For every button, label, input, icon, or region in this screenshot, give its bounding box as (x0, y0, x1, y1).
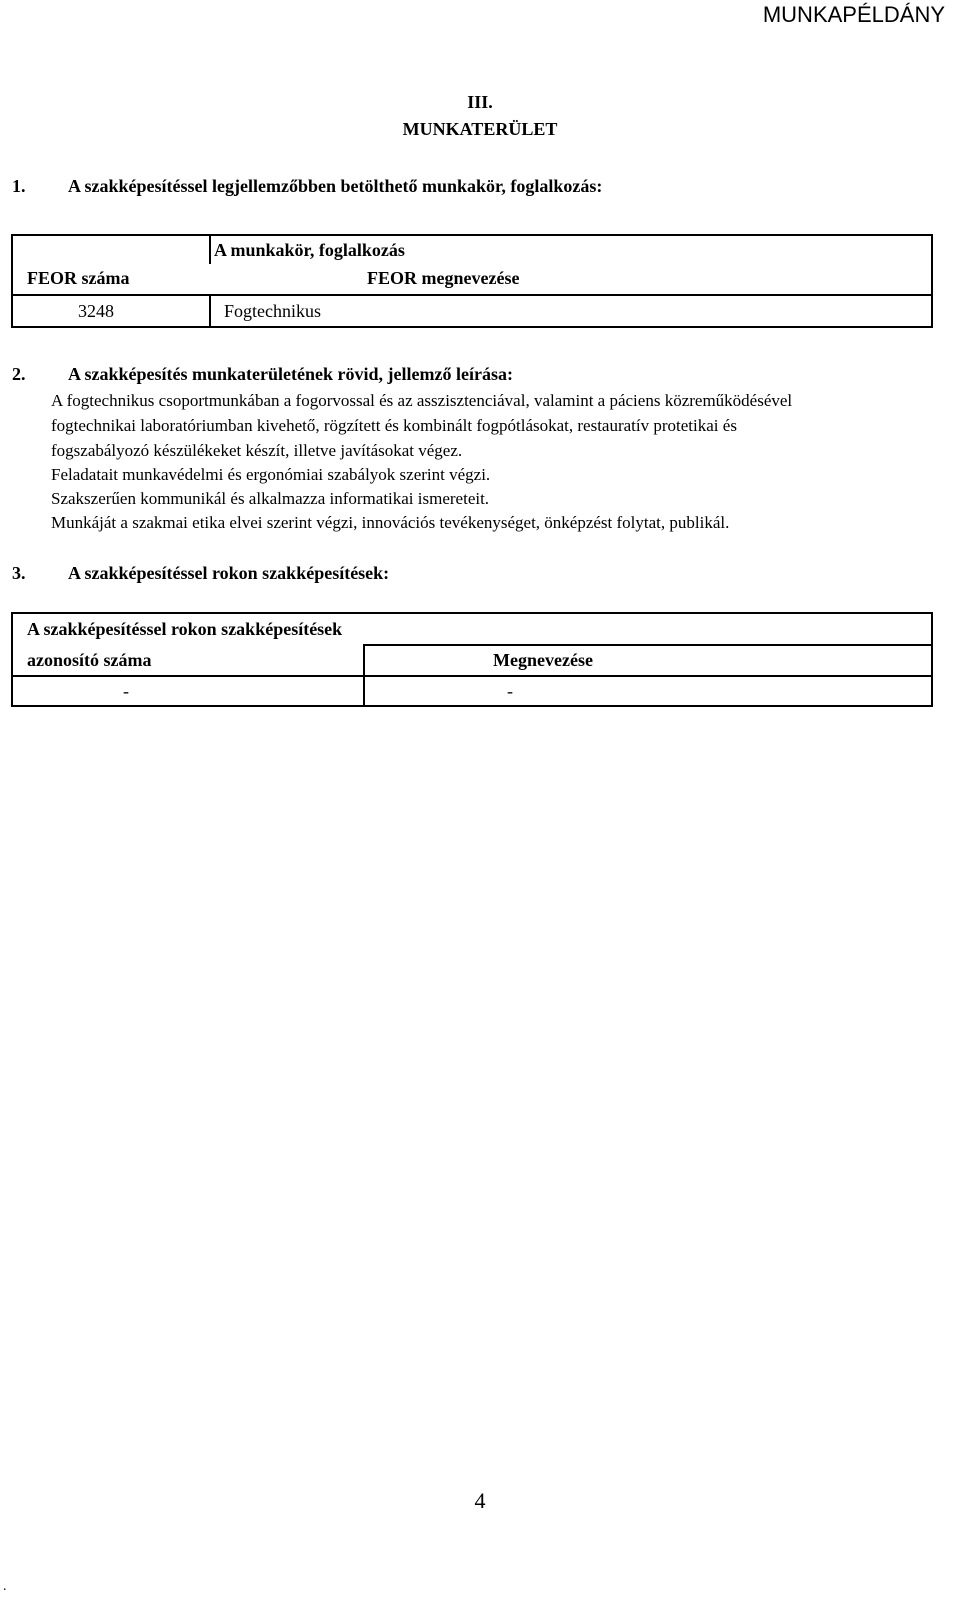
occupation-table (11, 234, 933, 328)
feor-name-header: FEOR megnevezése (367, 268, 520, 288)
chapter-title: MUNKATERÜLET (402, 119, 558, 139)
page-number: 4 (474, 1488, 486, 1513)
footer-mark: . (3, 1579, 7, 1594)
occupation-table-empty-cell (12, 235, 210, 264)
feor-occupation-name-cell: Fogtechnikus (210, 295, 932, 327)
section2-title: A szakképesítés munkaterületének rövid, jellemző leírása: (68, 364, 513, 384)
related-group-header: A szakképesítéssel rokon szakképesítések (12, 613, 932, 645)
chapter-number: III. (467, 92, 493, 112)
feor-number-header: FEOR száma (27, 268, 130, 288)
section3-number: 3. (12, 563, 26, 583)
document-copy-label: MUNKAPÉLDÁNY (762, 2, 945, 27)
section1-number: 1. (12, 176, 26, 196)
description-line: A fogtechnikus csoportmunkában a fogorvossal és az asszisztenciával, valamint a páciens közreműködésével (51, 391, 793, 410)
description-line: Szakszerűen kommunikál és alkalmazza informatikai ismereteit. (51, 489, 490, 508)
related-qualifications-table (11, 612, 933, 707)
section2-heading (12, 364, 513, 385)
related-id-cell: - (12, 676, 364, 706)
description-line: Munkáját a szakmai etika elvei szerint végzi, innovációs tevékenységet, önképzést folytat, publikál. (51, 513, 730, 532)
section1-title: A szakképesítéssel legjellemzőbben betölthető munkakör, foglalkozás: (68, 176, 603, 196)
description-line: Feladatait munkavédelmi és ergonómiai szabályok szerint végzi. (51, 465, 491, 484)
section3-title: A szakképesítéssel rokon szakképesítések: (68, 563, 390, 583)
related-id-header: azonosító száma (12, 645, 364, 676)
section2-number: 2. (12, 364, 26, 384)
description-line: fogtechnikai laboratóriumban kivehető, rögzített és kombinált fogpótlásokat, restauratív protetikai és (51, 416, 737, 435)
description-line: fogszabályozó készülékeket készít, illetve javításokat végez. (51, 441, 463, 460)
section3-heading (12, 563, 389, 584)
feor-code-cell: 3248 (12, 295, 210, 327)
occupation-group-header: A munkakör, foglalkozás (210, 235, 932, 264)
section1-heading (12, 176, 602, 197)
feor-header-row (12, 264, 932, 295)
related-name-header: Megnevezése (364, 645, 932, 676)
related-name-cell: - (364, 676, 932, 706)
